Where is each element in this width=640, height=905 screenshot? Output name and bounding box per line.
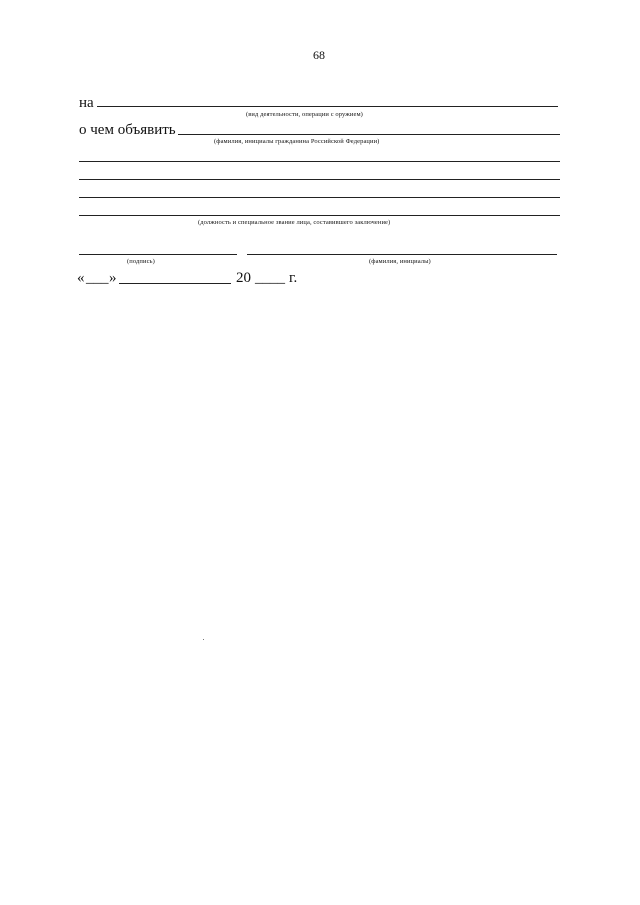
- date-year-blank: ____: [255, 270, 285, 286]
- name-line: [247, 254, 557, 255]
- blank-line-1: [79, 161, 560, 162]
- date-year-suffix: г.: [289, 270, 298, 286]
- row1-caption: (вид деятельности, операции с оружием): [246, 111, 363, 118]
- blank-line-2: [79, 179, 560, 180]
- blank-line-4: [79, 215, 560, 216]
- scan-speck: [203, 639, 204, 640]
- name-caption: (фамилия, инициалы): [369, 258, 431, 265]
- row2-caption: (фамилия, инициалы гражданина Российской Федерации): [214, 138, 380, 145]
- date-day-blank: ___: [86, 270, 109, 286]
- date-month-line: [119, 283, 231, 284]
- page-number: 68: [313, 48, 325, 62]
- date-close-quote: »: [109, 270, 117, 286]
- row3-caption: (должность и специальное звание лица, составившего заключение): [198, 219, 391, 226]
- blank-line-3: [79, 197, 560, 198]
- date-open-quote: «: [77, 270, 85, 286]
- signature-caption: (подпись): [127, 258, 155, 265]
- row1-label: на: [79, 95, 94, 111]
- row2-label: о чем объявить: [79, 122, 176, 138]
- row1-line: [97, 106, 558, 107]
- row2-line: [178, 134, 560, 135]
- date-year-prefix: 20: [236, 270, 251, 286]
- signature-line: [79, 254, 237, 255]
